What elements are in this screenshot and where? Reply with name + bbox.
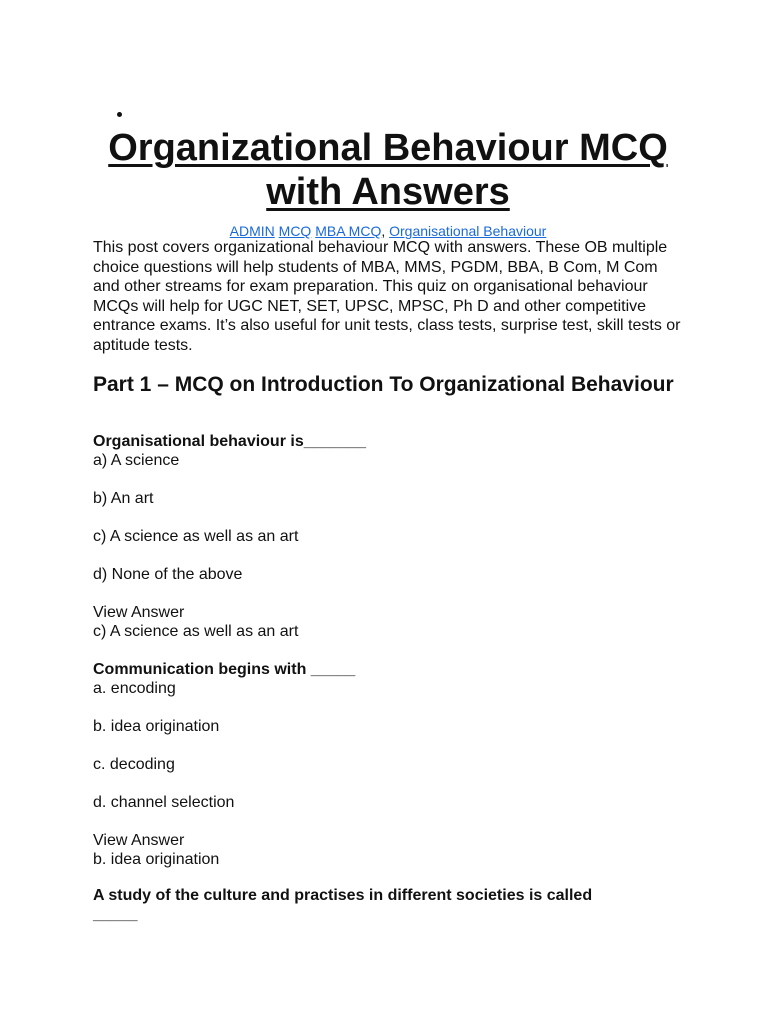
view-answer-toggle[interactable]: View Answer xyxy=(93,604,185,621)
category-link-mcq[interactable]: MCQ xyxy=(278,223,312,239)
intro-paragraph: This post covers organizational behaviour MCQ with answers. These OB multiple choice questions will help students of MBA, MMS, PGDM, BBA, B Com, M Com and other streams for exam preparation. This quiz on organisational behaviour MCQs will help for UGC NET, SET, UPSC, MPSC, Ph D and other competitive entrance exams. It’s also useful for unit tests, class tests, surprise test, skill tests or aptitude tests. xyxy=(93,239,681,354)
view-answer-toggle[interactable]: View Answer xyxy=(93,832,185,849)
answer-text: b. idea origination xyxy=(93,851,220,868)
question-block xyxy=(93,432,683,641)
option: c) A science as well as an art xyxy=(93,528,299,545)
option: b) An art xyxy=(93,490,154,507)
answer-text: c) A science as well as an art xyxy=(93,623,299,640)
category-link-organisational-behaviour[interactable]: Organisational Behaviour xyxy=(389,223,547,239)
option: a) A science xyxy=(93,452,180,469)
option: c. decoding xyxy=(93,756,175,773)
page-title: Organizational Behaviour MCQ with Answers xyxy=(108,127,668,213)
part-heading: Part 1 – MCQ on Introduction To Organizational Behaviour xyxy=(93,373,674,396)
option: a. encoding xyxy=(93,680,176,697)
category-separator: , xyxy=(381,223,390,239)
author-link[interactable]: ADMIN xyxy=(229,223,275,239)
list-bullet xyxy=(117,112,122,117)
question-block xyxy=(93,886,593,924)
question-stem: Communication begins with _____ xyxy=(93,661,356,678)
question-stem: Organisational behaviour is_______ xyxy=(93,433,367,450)
question-stem: A study of the culture and practises in different societies is called _____ xyxy=(93,887,593,923)
option: d. channel selection xyxy=(93,794,235,811)
category-link-mba-mcq[interactable]: MBA MCQ xyxy=(315,223,382,239)
question-block xyxy=(93,660,683,869)
option: d) None of the above xyxy=(93,566,243,583)
option: b. idea origination xyxy=(93,718,220,735)
